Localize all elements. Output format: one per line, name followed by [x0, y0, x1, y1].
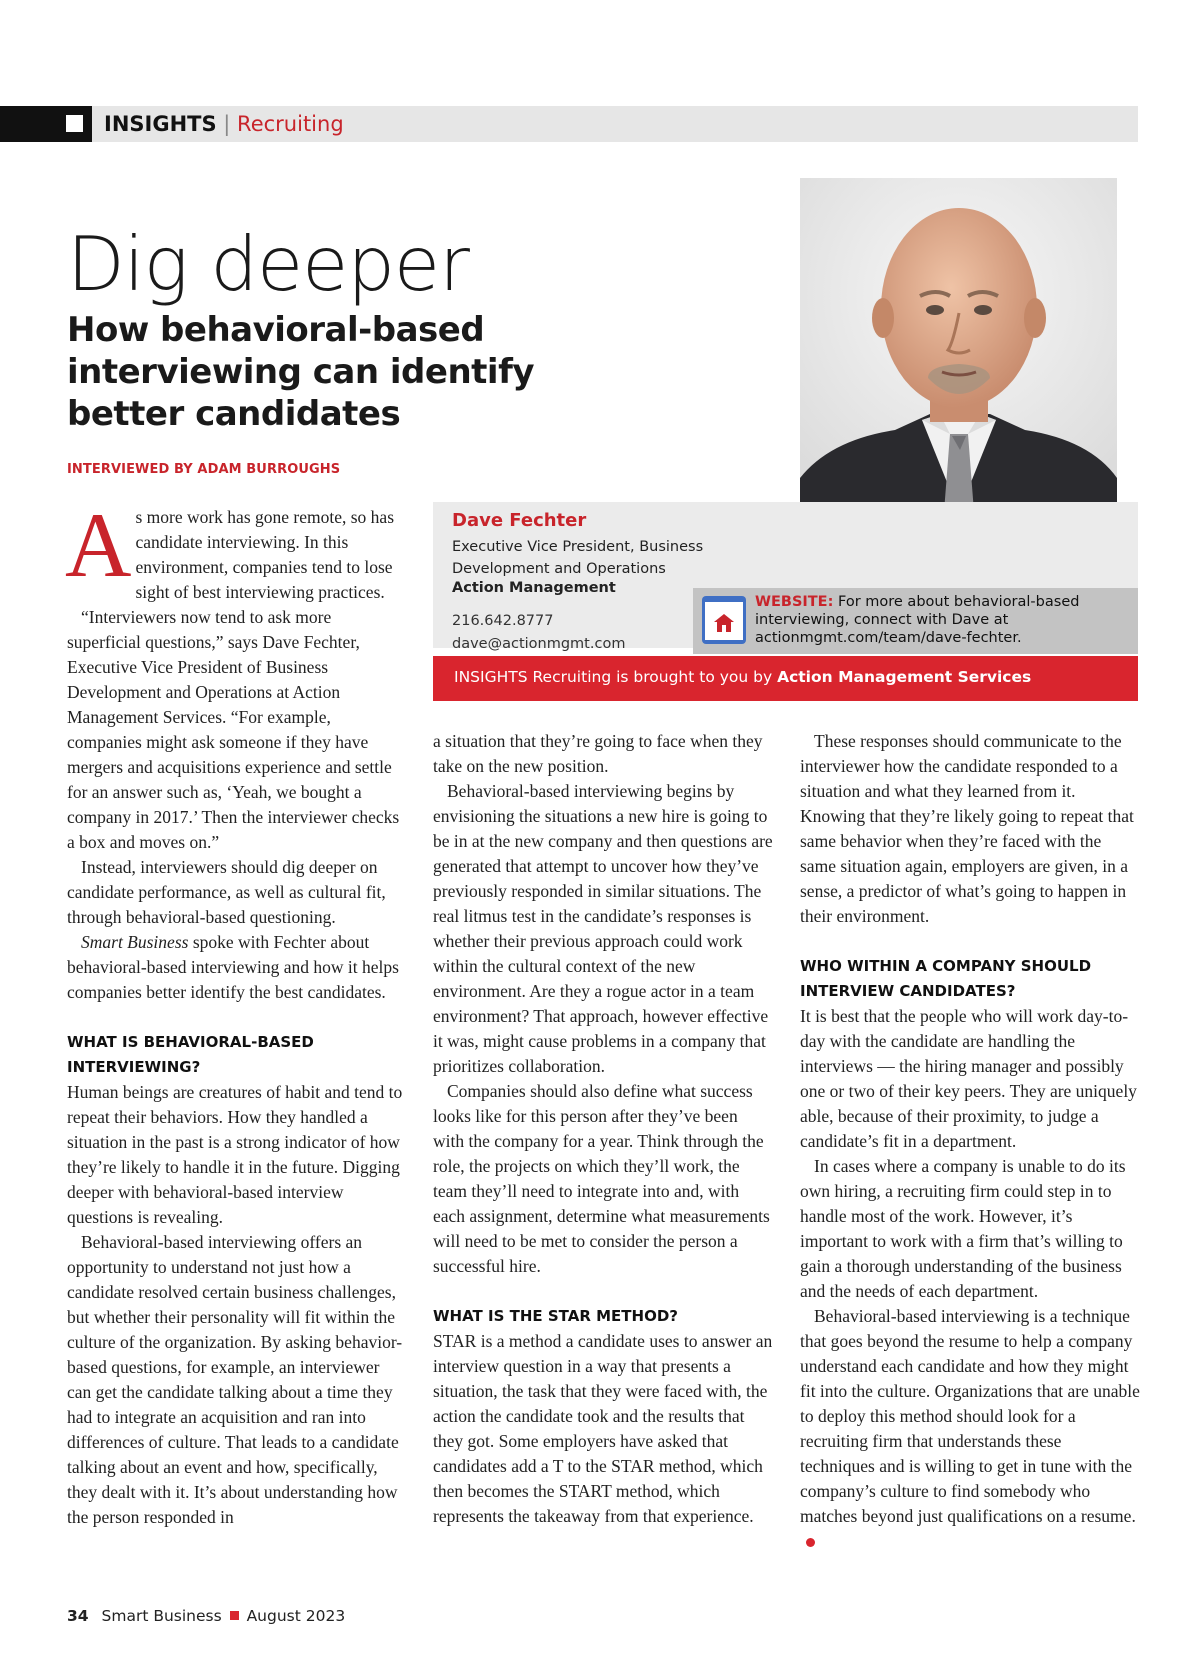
article-column-1 — [65, 494, 407, 1530]
end-mark-icon — [806, 1538, 815, 1547]
sponsor-bar — [433, 656, 1138, 701]
website-text[interactable]: For more about behavioral-based interviewing, connect with Dave at actionmgmt.com/team/dave-fechter. — [755, 594, 1080, 646]
section-heading: WHAT IS THE STAR METHOD? — [433, 1307, 678, 1325]
publication-name: Smart Business — [101, 1607, 222, 1625]
section-name: INSIGHTS — [104, 112, 217, 136]
paragraph: Companies should also define what success looks like for this person after they’ve been with the company for a year. Think through the role, the projects on which they’ll work, the team they’ll need to integrate into and, with each assignment, determine what measurements will need to be met to consider the person a successful hire. — [433, 1081, 770, 1276]
paragraph: In cases where a company is unable to do its own hiring, a recruiting firm could step in to handle most of the work. However, it’s important to work with a firm that’s willing to gain a thorough understanding of the business and the needs of each department. — [800, 1156, 1126, 1301]
drop-cap: A — [65, 494, 132, 596]
paragraph: Behavioral-based interviewing is a technique that goes beyond the resume to help a company understand each candidate and how they might fit into the culture. Organizations that are unable to deploy this method should look for a recruiting firm that understands these techniques and is willing to get in tune with the company’s culture to find somebody who matches beyond just qualifications on a resume. — [800, 1304, 1140, 1554]
paragraph: Behavioral-based interviewing begins by envisioning the situations a new hire is going to be in at the new company and then questions are generated that attempt to uncover how they’ve previously responded in similar situations. The real litmus test in the candidate’s responses is whether their previous approach could work within the cultural context of the new environment. Are they a rogue actor in a team environment? That approach, however effective it was, might cause problems in a company that prioritizes collaboration. — [433, 781, 773, 1076]
portrait-illustration — [800, 178, 1117, 512]
article-column-3 — [800, 729, 1140, 1554]
paragraph: Smart Business spoke with Fechter about behavioral-based interviewing and how it helps companies better identify the best candidates. — [67, 932, 399, 1002]
house-icon — [712, 611, 736, 635]
paragraph: “Interviewers now tend to ask more superficial questions,” says Dave Fechter, Executive Vice President of Business Development and Operations at Action Management Services. “For example, companies might ask someone if they have mergers and acquisitions experience and settle for an answer such as, ‘Yeah, we bought a company in 2017.’ Then the interviewer checks a box and moves on.” — [67, 607, 400, 852]
paragraph: Human beings are creatures of habit and tend to repeat their behaviors. How they handled a situation in the past is a strong indicator of how they’re likely to handle it in the future. Digging deeper with behavioral-based interview questions is revealing. — [67, 1082, 403, 1227]
page-number: 34 — [67, 1607, 89, 1625]
sponsor-prefix: INSIGHTS Recruiting is brought to you by — [454, 668, 773, 686]
byline: INTERVIEWED BY ADAM BURROUGHS — [67, 462, 341, 477]
square-icon — [66, 115, 83, 132]
paragraph: Instead, interviewers should dig deeper on candidate performance, as well as cultural fit, through behavioral-based questioning. — [67, 857, 386, 927]
paragraph: Behavioral-based interviewing offers an opportunity to understand not just how a candidate resolved certain business challenges, but whether their personality will fit within the culture of the organization. By asking behavior-based questions, for example, an interviewer can get the candidate talking about a time they had to integrate an acquisition and ran into differences of culture. That leads to a candidate talking about an event and how, specifically, they dealt with it. It’s about understanding how the person responded in — [67, 1232, 403, 1527]
sponsor-name: Action Management Services — [777, 668, 1032, 686]
section-heading: WHO WITHIN A COMPANY SHOULD INTERVIEW CANDIDATES? — [800, 957, 1092, 1000]
section-header — [0, 106, 1138, 142]
paragraph: These responses should communicate to the interviewer how the candidate responded to a situation and what they learned from it. Knowing that they’re likely going to repeat that same behavior when they’re faced with the same situation again, employers are given, in a sense, a predictor of what’s going to happen in their environment. — [800, 731, 1134, 926]
paragraph: STAR is a method a candidate uses to answer an interview question in a way that presents a situation, the task that they were faced with, the action the candidate took and the results that they got. Some employers have asked that candidates add a T to the STAR method, which then becomes the START method, which represents the takeaway from that experience. — [433, 1331, 773, 1526]
profile-name: Dave Fechter — [452, 510, 587, 531]
section-category: Recruiting — [237, 112, 344, 136]
website-label: WEBSITE: — [755, 594, 834, 610]
portrait-photo — [800, 178, 1117, 512]
section-heading: WHAT IS BEHAVIORAL-BASED INTERVIEWING? — [67, 1033, 314, 1076]
website-icon — [702, 596, 746, 644]
page-footer — [67, 1607, 345, 1625]
square-bullet-icon — [230, 1611, 239, 1620]
section-label — [104, 112, 344, 136]
profile-company: Action Management — [452, 580, 616, 596]
website-text-block — [755, 593, 1130, 647]
article-subtitle: How behavioral-based interviewing can identify better candidates — [67, 310, 535, 434]
issue-date: August 2023 — [246, 1607, 346, 1625]
profile-title: Executive Vice President, Business Development and Operations — [452, 539, 704, 577]
profile-phone[interactable]: 216.642.8777 — [452, 613, 554, 629]
intro-paragraph: As more work has gone remote, so has candidate interviewing. In this environment, companies tend to lose sight of best interviewing practices. — [65, 494, 395, 602]
profile-email[interactable]: dave@actionmgmt.com — [452, 636, 626, 652]
article-title: Dig deeper — [67, 220, 469, 308]
sponsor-text — [454, 668, 1031, 686]
section-separator: | — [223, 112, 231, 136]
paragraph: a situation that they’re going to face when they take on the new position. — [433, 731, 763, 776]
website-callout — [693, 588, 1138, 654]
article-column-2 — [433, 729, 773, 1529]
paragraph: It is best that the people who will work day-to-day with the candidate are handling the interviews — the hiring manager and possibly one or two of their key peers. They are uniquely able, because of their proximity, to judge a candidate’s fit in a department. — [800, 1006, 1137, 1151]
